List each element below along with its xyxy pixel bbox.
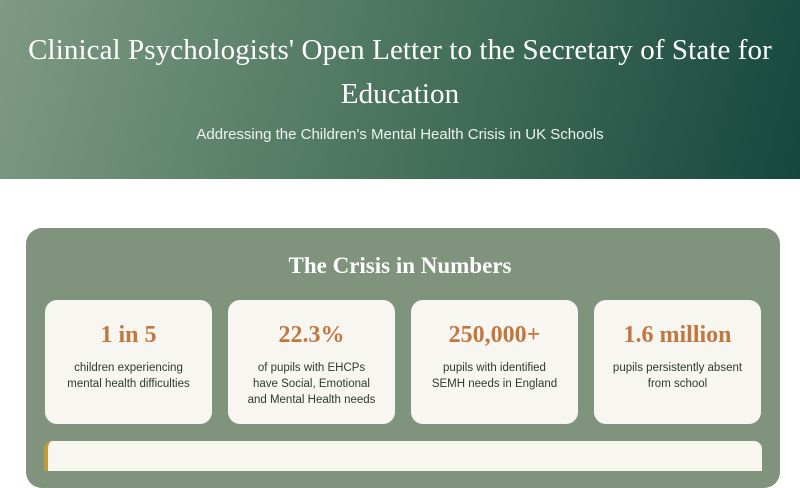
page-header xyxy=(0,0,800,179)
stat-card-children xyxy=(45,300,212,424)
stat-description: pupils persistently absent from school xyxy=(612,362,743,390)
stat-description: pupils with identified SEMH needs in England xyxy=(431,362,558,390)
stat-value: 1 in 5 xyxy=(100,322,157,348)
crisis-section-title: The Crisis in Numbers xyxy=(288,253,512,278)
stat-description: of pupils with EHCPs have Social, Emotional and Mental Health needs xyxy=(247,362,376,406)
next-content-panel xyxy=(44,441,762,471)
stat-card-absence xyxy=(594,300,761,424)
stat-card-ehcp xyxy=(228,300,395,424)
stat-value: 22.3% xyxy=(278,322,345,348)
stat-card-semh xyxy=(411,300,578,424)
stat-value: 1.6 million xyxy=(623,322,732,348)
page-subtitle: Addressing the Children's Mental Health Crisis in UK Schools xyxy=(196,126,604,143)
stat-value: 250,000+ xyxy=(448,322,541,348)
stat-description: children experiencing mental health difficulties xyxy=(67,362,190,390)
page-title: Clinical Psychologists' Open Letter to the Secretary of State for Education xyxy=(28,34,772,110)
